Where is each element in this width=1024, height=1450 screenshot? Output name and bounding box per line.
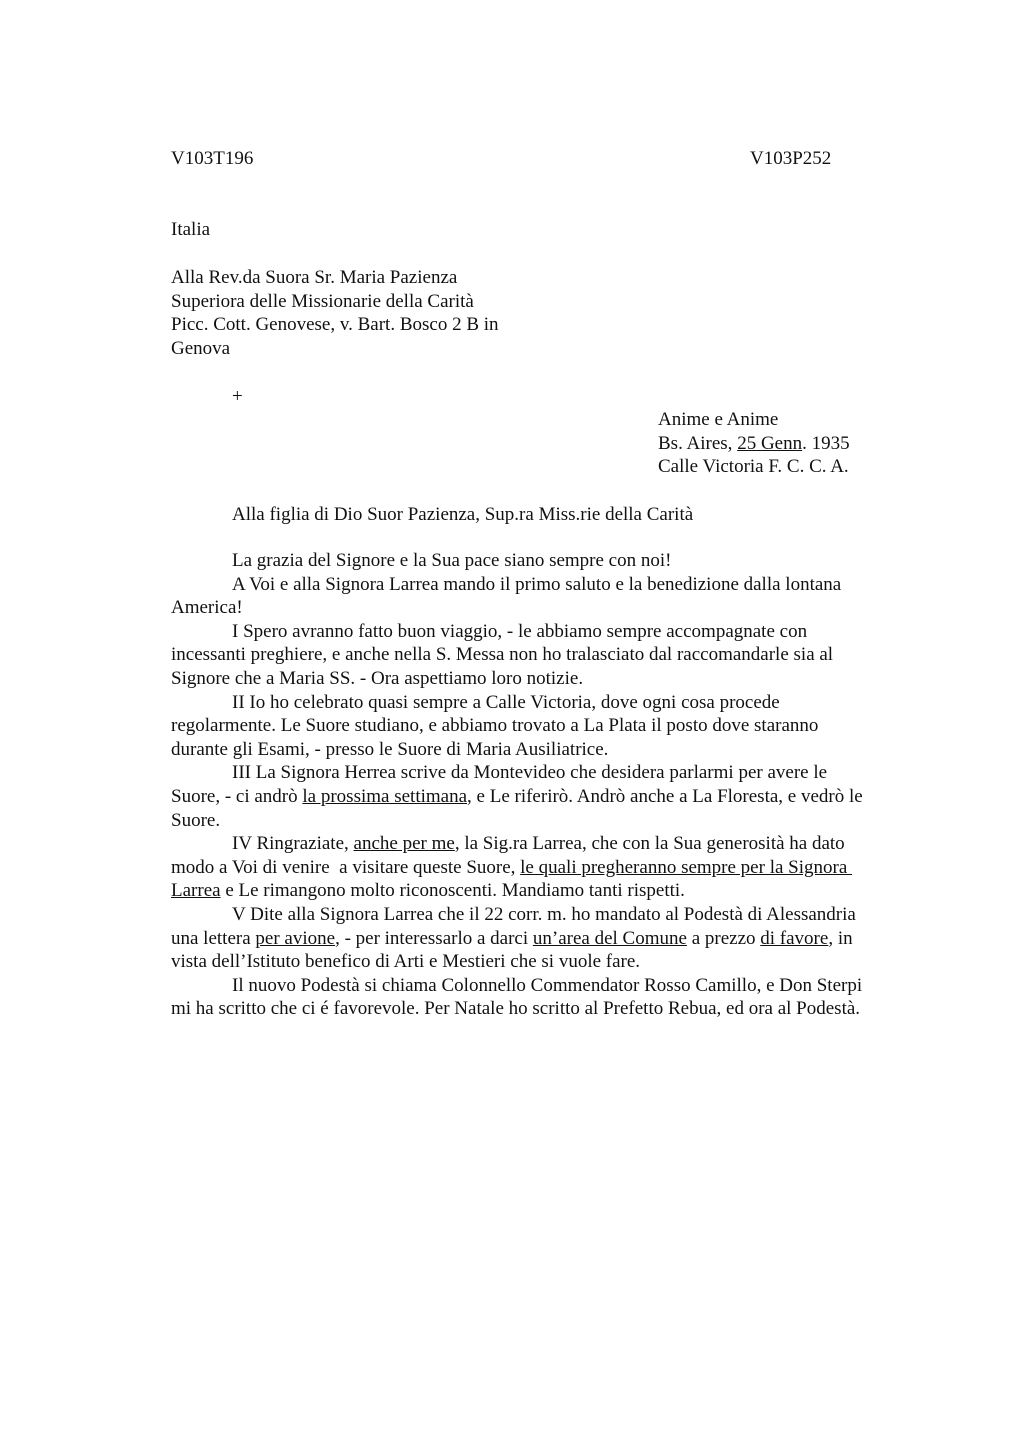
body-line xyxy=(171,856,931,880)
date-suffix: . 1935 xyxy=(802,432,850,454)
body-line: II Io ho celebrato quasi sempre a Calle Victoria, dove ogni cosa procede xyxy=(232,691,780,713)
underlined-text: le quali pregheranno sempre per la Signora xyxy=(520,856,853,878)
date-underlined: 25 Genn xyxy=(737,432,803,454)
address-line: Alla Rev.da Suora Sr. Maria Pazienza xyxy=(171,267,458,288)
letter-body xyxy=(171,549,931,1021)
address-line: Genova xyxy=(171,337,231,359)
sender-block xyxy=(658,408,850,479)
body-line: La grazia del Signore e la Sua pace siano sempre con noi! xyxy=(232,550,672,571)
body-line xyxy=(171,785,931,809)
address-line: Superiora delle Missionarie della Carità xyxy=(171,290,474,312)
body-line: Il nuovo Podestà si chiama Colonnello Commendator Rosso Camillo, e Don Sterpi xyxy=(232,974,863,996)
text-segment: IV Ringraziate, xyxy=(232,833,354,855)
underlined-text: un’area del Comune xyxy=(532,927,687,949)
body-line: V Dite alla Signora Larrea che il 22 corr. m. ho mandato al Podestà di Alessandria xyxy=(232,903,856,925)
text-segment: Suore, - ci andrò xyxy=(171,785,303,807)
underlined-text: di favore xyxy=(760,927,829,949)
body-line: mi ha scritto che ci é favorevole. Per Natale ho scritto al Prefetto Rebua, ed ora al Podestà. xyxy=(171,998,861,1020)
body-line: America! xyxy=(171,597,243,619)
document-code-left: V103T196 xyxy=(171,148,254,169)
body-line: vista dell’Istituto benefico di Arti e Mestieri che si vuole fare. xyxy=(171,951,641,973)
underlined-text: la prossima settimana xyxy=(302,785,468,807)
body-line xyxy=(171,927,931,951)
sender-line: Anime e Anime xyxy=(658,409,779,430)
text-segment: , la Sig.ra Larrea, che con la Sua generosità ha dato xyxy=(454,833,845,855)
underlined-text: Larrea xyxy=(171,880,221,902)
body-line: III La Signora Herrea scrive da Montevideo che desidera parlarmi per avere le xyxy=(232,762,828,784)
cross-mark: + xyxy=(232,386,243,407)
underlined-text: anche per me xyxy=(353,833,455,855)
text-segment: , in xyxy=(828,927,853,949)
text-segment: a prezzo xyxy=(686,927,761,949)
body-line: regolarmente. Le Suore studiano, e abbiamo trovato a La Plata il posto dove staranno xyxy=(171,715,819,737)
salutation: Alla figlia di Dio Suor Pazienza, Sup.ra Miss.rie della Carità xyxy=(232,504,694,525)
text-segment: , e Le riferirò. Andrò anche a La Floresta, e vedrò le xyxy=(467,785,863,807)
sender-line: Calle Victoria F. C. C. A. xyxy=(658,456,849,478)
body-line: A Voi e alla Signora Larrea mando il primo saluto e la benedizione dalla lontana xyxy=(232,573,842,595)
recipient-address xyxy=(171,266,499,360)
country-label: Italia xyxy=(171,219,211,240)
text-segment: una lettera xyxy=(171,927,256,949)
sender-date-line xyxy=(658,432,850,456)
body-line: Signore che a Maria SS. - Ora aspettiamo loro notizie. xyxy=(171,667,584,689)
body-line: I Spero avranno fatto buon viaggio, - le abbiamo sempre accompagnate con xyxy=(232,620,808,642)
body-line: incessanti preghiere, e anche nella S. Messa non ho tralasciato dal raccomandarle sia al xyxy=(171,644,834,666)
date-prefix: Bs. Aires, xyxy=(658,432,738,454)
text-segment: e Le rimangono molto riconoscenti. Mandiamo tanti rispetti. xyxy=(220,880,685,902)
text-segment: modo a Voi di venire a visitare queste Suore, xyxy=(171,856,521,878)
body-line: durante gli Esami, - presso le Suore di Maria Ausiliatrice. xyxy=(171,738,609,760)
address-line: Picc. Cott. Genovese, v. Bart. Bosco 2 B in xyxy=(171,314,499,336)
document-code-right: V103P252 xyxy=(750,148,832,169)
body-line xyxy=(171,832,931,856)
text-segment: , - per interessarlo a darci xyxy=(335,927,533,949)
underlined-text: per avione xyxy=(255,927,336,949)
body-line: Suore. xyxy=(171,809,221,831)
body-line xyxy=(171,879,931,903)
